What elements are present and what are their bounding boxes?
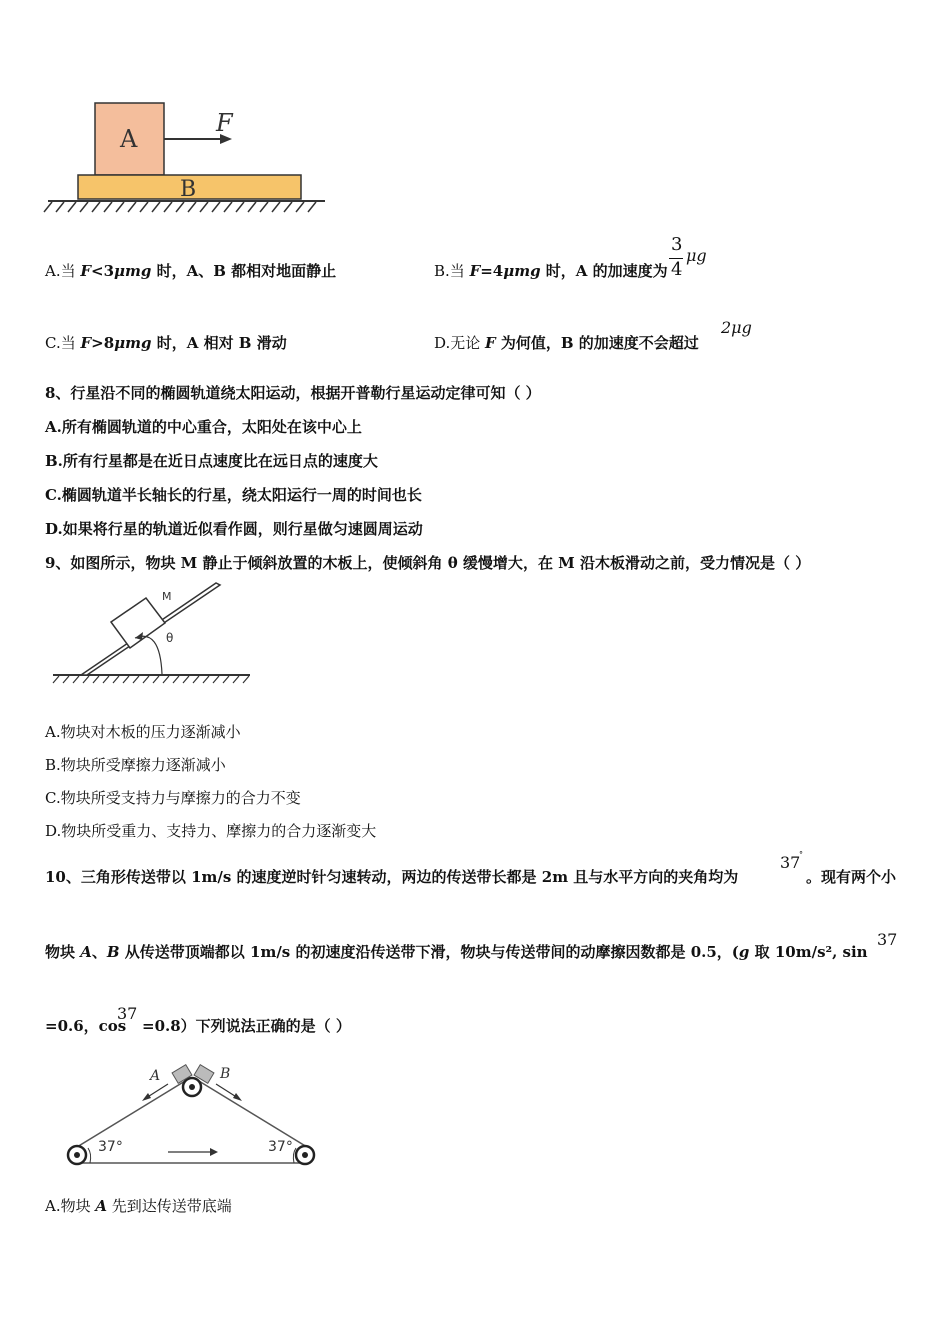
- belt-motion-arrow-head: [210, 1148, 218, 1156]
- pulley-top-axle: [189, 1084, 195, 1090]
- belt-left: [77, 1078, 190, 1147]
- q7-b-fraction-denominator: 4: [671, 259, 683, 280]
- pulley-right-axle: [302, 1152, 308, 1158]
- pulley-left-axle: [74, 1152, 80, 1158]
- plank-b-label: B: [180, 177, 197, 202]
- angle-left-label: 37°: [98, 1139, 123, 1155]
- q7-b-fraction-tail: μg: [686, 246, 707, 265]
- figure-incline: [45, 580, 265, 690]
- ground-hatch: [44, 202, 316, 212]
- q10-stem-line3: =0.6，cos: [45, 1017, 127, 1035]
- block-a-label: A: [120, 125, 138, 153]
- figure-block-on-plank: [40, 95, 340, 225]
- incline-ground-hatch: [53, 676, 249, 683]
- q9-option-c: C.物块所受支持力与摩擦力的合力不变: [45, 789, 301, 807]
- q10-option-a: A.物块 A 先到达传送带底端: [45, 1197, 232, 1215]
- q10-angle-2: 37: [877, 930, 898, 949]
- q7-option-b: B.当 F=4μmg 时，A 的加速度为: [434, 262, 668, 280]
- q8-option-d: D.如果将行星的轨道近似看作圆，则行星做匀速圆周运动: [45, 520, 423, 538]
- force-label: F: [216, 109, 233, 137]
- q10-degree-1: °: [799, 850, 803, 859]
- q10-stem-line1: 10、三角形传送带以 1m/s 的速度逆时针匀速转动，两边的传送带长都是 2m 且与水平方向的夹角均为: [45, 868, 739, 886]
- block-m: [111, 598, 165, 648]
- arrow-a-head: [142, 1093, 151, 1101]
- figure-conveyor: [60, 1062, 330, 1172]
- q7-option-c: C.当 F>8μmg 时，A 相对 B 滑动: [45, 334, 287, 352]
- q7-d-tail: 2μg: [721, 318, 752, 337]
- q7-option-a: A.当 F<3μmg 时，A、B 都相对地面静止: [45, 262, 337, 280]
- q10-angle-3: 37: [117, 1004, 138, 1023]
- label-b: B: [220, 1066, 231, 1082]
- q7-option-d: D.无论 F 为何值，B 的加速度不会超过: [434, 334, 699, 352]
- arrow-b-head: [233, 1093, 242, 1101]
- block-m-label: M: [162, 590, 172, 603]
- q9-option-d: D.物块所受重力、支持力、摩擦力的合力逐渐变大: [45, 822, 377, 840]
- label-a: A: [150, 1068, 161, 1084]
- angle-right-label: 37°: [268, 1139, 293, 1155]
- q10-angle-1: 37: [780, 853, 801, 872]
- belt-right: [194, 1078, 307, 1147]
- q9-option-a: A.物块对木板的压力逐渐减小: [45, 723, 241, 741]
- angle-theta-label: θ: [166, 631, 174, 645]
- q10-stem-line1-tail: 。现有两个小: [806, 868, 897, 886]
- q8-option-a: A.所有椭圆轨道的中心重合，太阳处在该中心上: [45, 418, 362, 436]
- q8-option-b: B.所有行星都是在近日点速度比在远日点的速度大: [45, 452, 378, 470]
- angle-left-arc: [88, 1148, 91, 1163]
- q9-option-b: B.物块所受摩擦力逐渐减小: [45, 756, 226, 774]
- q10-stem-line3-tail: =0.8）下列说法正确的是（ ）: [142, 1017, 351, 1035]
- q8-option-c: C.椭圆轨道半长轴长的行星，绕太阳运行一周的时间也长: [45, 486, 422, 504]
- q8-stem: 8、行星沿不同的椭圆轨道绕太阳运动，根据开普勒行星运动定律可知（ ）: [45, 384, 541, 402]
- q9-stem: 9、如图所示，物块 M 静止于倾斜放置的木板上，使倾斜角 θ 缓慢增大，在 M 沿木板滑动之前，受力情况是（ ）: [45, 554, 811, 572]
- q10-stem-line2: 物块 A、B 从传送带顶端都以 1m/s 的初速度沿传送带下滑，物块与传送带间的动摩擦因数都是 0.5，(g 取 10m/s², sin: [45, 943, 868, 961]
- q7-b-fraction-numerator: 3: [671, 234, 683, 255]
